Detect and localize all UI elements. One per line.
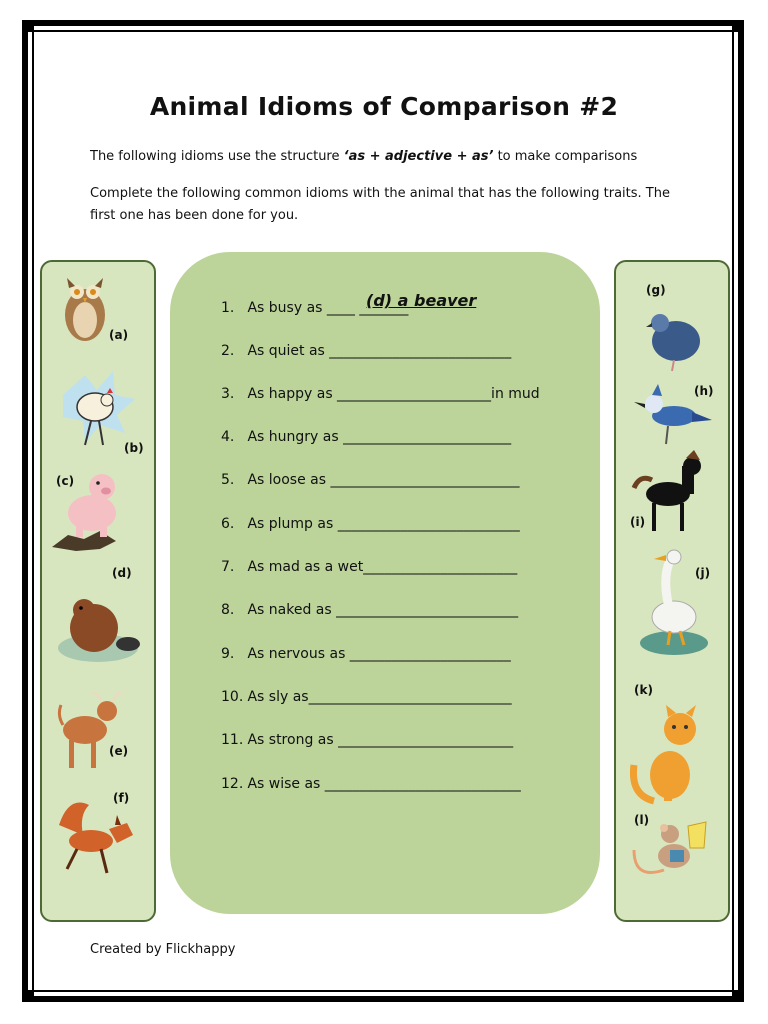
question-item: 3. As happy as ______________________in mud [221, 386, 540, 402]
label-l: (l) [634, 813, 650, 827]
owl-icon [55, 270, 115, 345]
border-corner [732, 20, 744, 32]
example-answer: (d) a beaver [366, 291, 477, 310]
question-item: 11. As strong as _________________________ [221, 732, 514, 748]
instructions-line-1: Complete the following common idioms with the animal that has the following traits. The [90, 186, 670, 201]
border-corner [22, 20, 34, 32]
label-g: (g) [646, 283, 666, 297]
question-item: 1. As busy as ____ _______ [221, 300, 409, 316]
label-k: (k) [634, 683, 653, 697]
footer-credit: Created by Flickhappy [90, 942, 236, 957]
quail-icon [640, 305, 708, 373]
instructions-line-2: first one has been done for you. [90, 208, 299, 223]
intro-text-end: to make comparisons [493, 149, 638, 164]
label-d: (d) [112, 566, 132, 580]
pig-icon [48, 465, 128, 555]
question-item: 4. As hungry as ________________________ [221, 429, 512, 445]
question-item: 10. As sly as_____________________________ [221, 689, 512, 705]
intro-structure: ‘as + adjective + as’ [343, 149, 494, 164]
label-b: (b) [124, 441, 144, 455]
question-item: 7. As mad as a wet______________________ [221, 559, 518, 575]
label-c: (c) [56, 474, 75, 488]
mouse-icon [630, 820, 710, 885]
label-h: (h) [694, 384, 714, 398]
question-item: 6. As plump as __________________________ [221, 516, 520, 532]
ox-icon [55, 685, 125, 775]
question-item: 2. As quiet as __________________________ [221, 343, 512, 359]
label-j: (j) [695, 566, 711, 580]
label-e: (e) [109, 744, 129, 758]
question-item: 5. As loose as ___________________________ [221, 472, 520, 488]
goose-icon [636, 545, 710, 660]
cat-icon [630, 705, 708, 805]
question-item: 9. As nervous as _______________________ [221, 646, 511, 662]
label-i: (i) [630, 515, 646, 529]
label-a: (a) [109, 328, 129, 342]
label-f: (f) [113, 791, 130, 805]
fox-icon [55, 795, 135, 880]
beaver-icon [56, 590, 141, 665]
intro-paragraph [90, 146, 637, 168]
border-corner [732, 990, 744, 1002]
border-corner [22, 990, 34, 1002]
intro-text: The following idioms use the structure [90, 149, 344, 164]
page-title: Animal Idioms of Comparison #2 [149, 92, 619, 121]
question-item: 8. As naked as __________________________ [221, 602, 519, 618]
question-item: 12. As wise as ____________________________ [221, 776, 521, 792]
